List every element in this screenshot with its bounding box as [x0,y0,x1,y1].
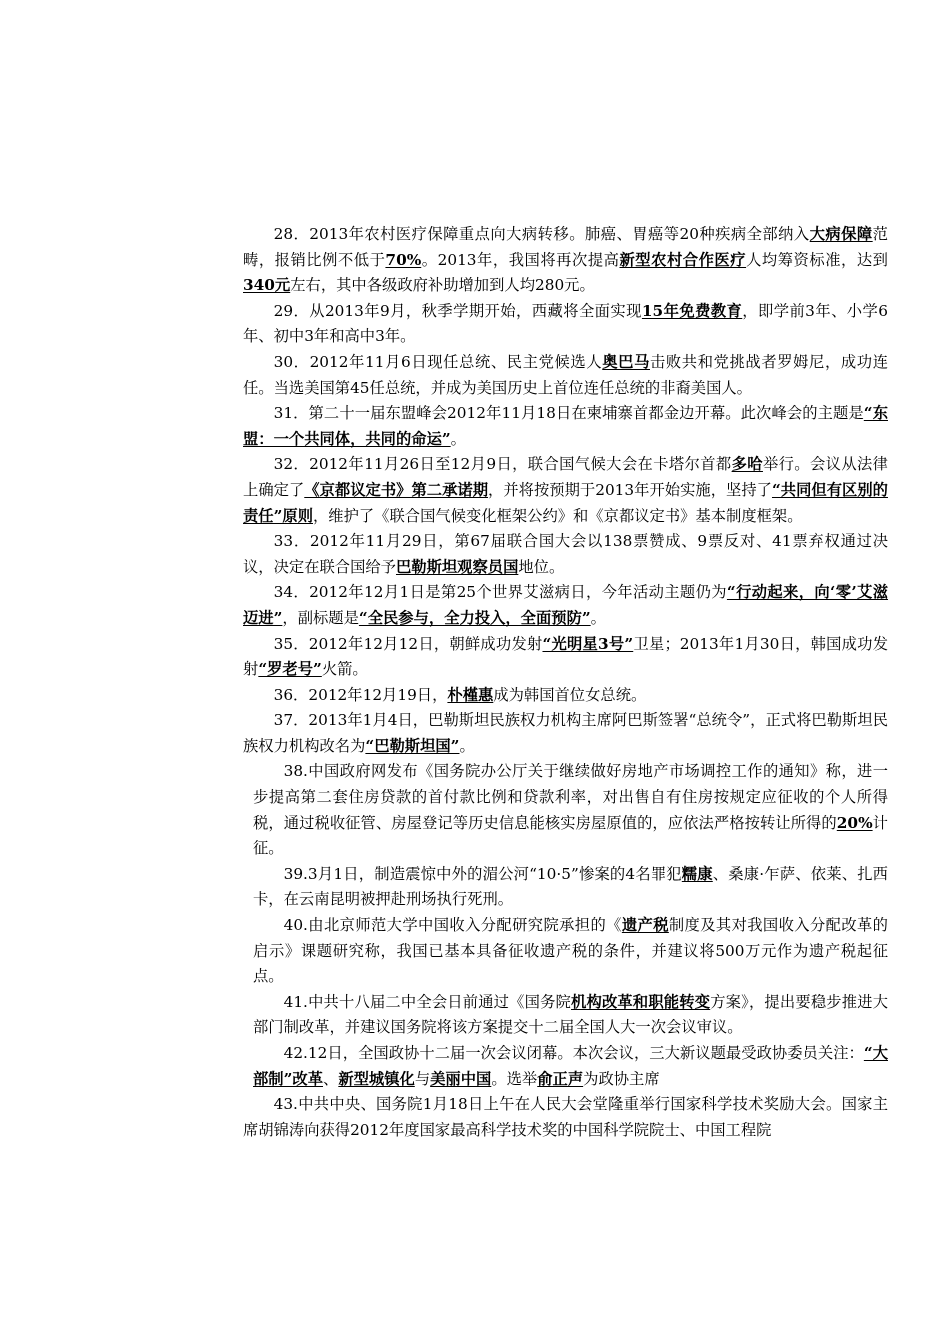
paragraph-text: 击败共和党挑战者罗姆尼，成功连任。当选美国第45任总统，并成为美国历史上首位连任总统的非裔美国人。 [243,352,888,397]
key-term: 340元 [243,276,291,295]
key-term: 奥巴马 [602,352,650,371]
key-term: “大部制”改革 [253,1044,888,1088]
key-term: 巴勒斯坦观察员国 [395,557,519,576]
paragraph-item-35 [243,632,888,683]
paragraph-text: 43.中共中央、国务院1月18日上午在人民大会堂隆重举行国家科学技术奖励大会。国家主席胡锦涛向获得2012年度国家最高科学技术奖的中国科学院院士、中国工程院 [243,1095,888,1139]
key-term: 多哈 [731,455,763,474]
key-term: 朴槿惠 [447,685,494,704]
paragraph-text: 29．从2013年9月，秋季学期开始，西藏将全面实现 [273,301,642,320]
document-body [243,222,888,1143]
paragraph-text: 与 [414,1069,431,1088]
key-term: 新型城镇化 [338,1069,415,1088]
paragraph-text: 地位。 [518,557,565,576]
key-term: 15年免费教育 [641,301,743,320]
paragraph-text: 38.中国政府网发布《国务院办公厅关于继续做好房地产市场调控工作的通知》称，进一步提高第二套住房贷款的首付款比例和贷款利率，对出售自有住房按规定应征收的个人所得税，通过税收征管、房屋登记等历史信息能核实房屋原值的，应依法严格按转让所得的 [253,762,888,832]
paragraph-text: 。2013年，我国将再次提高 [421,250,620,269]
paragraph-text: 计征。 [253,813,888,858]
paragraph-item-32 [243,452,888,529]
paragraph-item-29 [243,299,888,350]
paragraph-text: 为政协主席 [583,1069,660,1088]
paragraph-text: 40.由北京师范大学中国收入分配研究院承担的《 [283,916,622,935]
key-term: “巴勒斯坦国” [365,736,460,755]
key-term: “罗老号” [258,660,322,679]
key-term: 俞正声 [537,1069,584,1088]
paragraph-text: 37．2013年1月4日，巴勒斯坦民族权力机构主席阿巴斯签署“总统令”，正式将巴勒斯坦民族权力机构改名为 [243,711,888,755]
paragraph-text: 、 [323,1069,339,1088]
paragraph-text: 。 [459,736,475,755]
paragraph-text: 、桑康·乍萨、依莱、扎西卡，在云南昆明被押赴刑场执行死刑。 [253,864,888,909]
paragraph-text: 制度及其对我国收入分配改革的启示》课题研究称，我国已基本具备征收遗产税的条件，并建议将500万元作为遗产税起征点。 [253,916,888,986]
key-term: 遗产税 [621,916,669,935]
key-term: “行动起来，向‘零’艾滋迈进” [243,583,889,627]
paragraph-text: 30．2012年11月6日现任总统、民主党候选人 [273,352,603,371]
key-term: 糯康 [681,864,713,883]
paragraph-text: 31．第二十一届东盟峰会2012年11月18日在柬埔寨首都金边开幕。此次峰会的主题是 [273,404,864,423]
paragraph-text: 火箭。 [321,660,368,679]
paragraph-text: 36．2012年12月19日， [273,685,448,704]
paragraph-item-40 [243,913,888,990]
key-term: 大病保障 [809,225,873,243]
key-term: 70% [385,250,422,269]
paragraph-text: 人均筹资标准，达到 [746,250,888,269]
paragraph-text: 方案》，提出要稳步推进大部门制改革，并建议国务院将该方案提交十二届全国人大一次会议审议。 [253,992,888,1037]
key-term: 20% [836,813,873,832]
paragraph-text: 28．2013年农村医疗保障重点向大病转移。肺癌、胃癌等20种疾病全部纳入 [273,225,810,243]
paragraph-text: 34．2012年12月1日是第25个世界艾滋病日，今年活动主题仍为 [273,583,727,602]
paragraph-text: 卫星；2013年1月30日，韩国成功发射 [243,634,888,679]
key-term: “共同但有区别的责任”原则 [243,480,888,525]
paragraph-text: 39.3月1日，制造震惊中外的湄公河“10·5”惨案的4名罪犯 [283,864,682,883]
paragraph-item-39 [243,862,888,913]
paragraph-item-30 [243,350,888,401]
paragraph-item-37 [243,708,888,759]
paragraph-text: ，即学前3年、小学6年、初中3年和高中3年。 [243,301,888,346]
paragraph-text: ，维护了《联合国气候变化框架公约》和《京都议定书》基本制度框架。 [313,506,803,525]
paragraph-text: 33．2012年11月29日，第67届联合国大会以138票赞成、9票反对、41票弃权通过决议，决定在联合国给予 [243,532,888,576]
paragraph-item-38 [243,759,888,861]
paragraph-text: 成为韩国首位女总统。 [493,685,647,704]
paragraph-item-36 [243,683,888,709]
paragraph-item-33 [243,529,888,580]
paragraph-item-28 [243,222,888,299]
key-term: “全民参与，全力投入，全面预防” [358,608,591,627]
paragraph-text: 。选举 [491,1069,538,1088]
key-term: 《京都议定书》第二承诺期 [304,480,489,499]
paragraph-text: ，副标题是 [282,608,359,627]
paragraph-text: 。 [590,608,606,627]
paragraph-text: 42.12日，全国政协十二届一次会议闭幕。本次会议，三大新议题最受政协委员关注： [283,1044,864,1062]
paragraph-text: 32．2012年11月26日至12月9日，联合国气候大会在卡塔尔首都 [273,455,732,474]
key-term: “东盟：一个共同体，共同的命运” [243,404,888,448]
paragraph-item-41 [243,990,888,1041]
paragraph-text: 举行。会议从法律上确定了 [243,455,888,499]
paragraph-item-43 [243,1092,888,1143]
paragraph-item-34 [243,580,888,631]
paragraph-text: ，并将按预期于2013年开始实施，坚持了 [488,480,772,499]
key-term: “光明星3号” [542,634,634,653]
key-term: 新型农村合作医疗 [619,250,747,269]
paragraph-text: 范畴，报销比例不低于 [243,225,888,269]
paragraph-text: 。 [450,429,466,448]
paragraph-item-31 [243,401,888,452]
paragraph-text: 35．2012年12月12日，朝鲜成功发射 [273,634,543,653]
key-term: 美丽中国 [430,1069,492,1088]
key-term: 机构改革和职能转变 [571,992,711,1011]
paragraph-item-42 [243,1041,888,1092]
paragraph-text: 左右，其中各级政府补助增加到人均280元。 [290,276,595,295]
paragraph-text: 41.中共十八届二中全会日前通过《国务院 [283,992,572,1011]
